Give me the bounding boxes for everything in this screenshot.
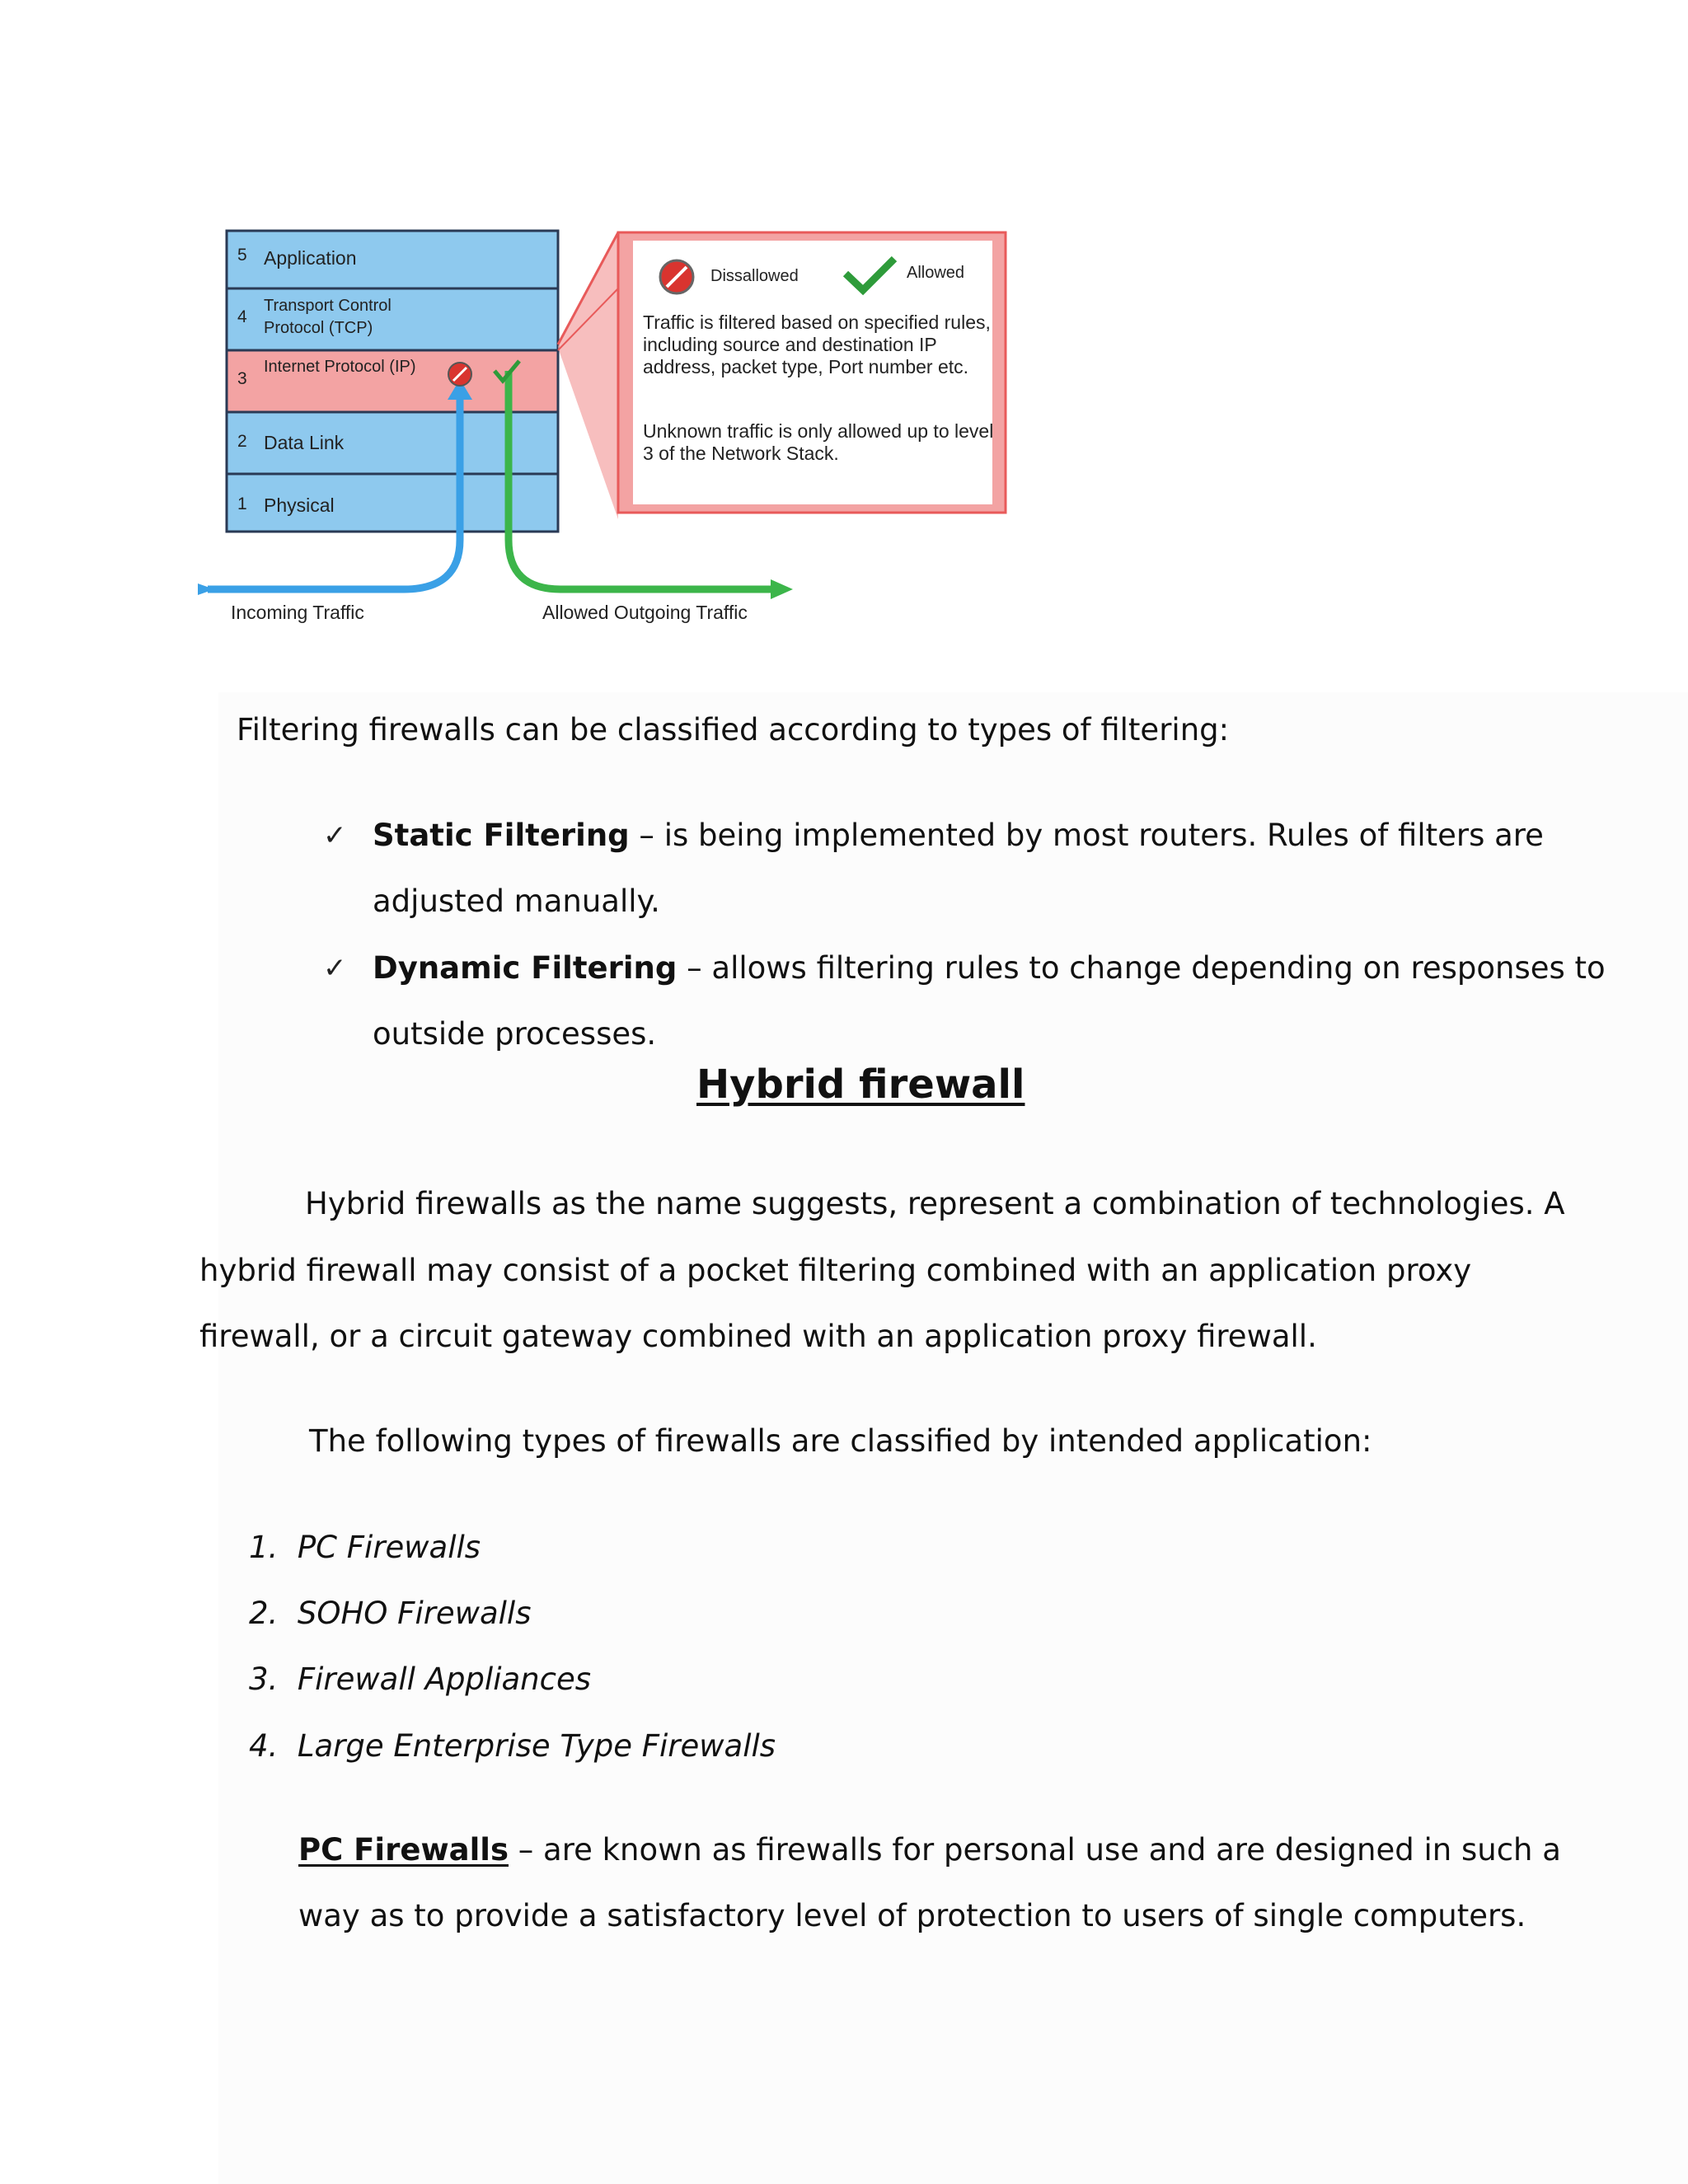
- callout-paragraph-1: Traffic is filtered based on specified rules, including source and destination IP address, packet type, Port number etc.: [643, 312, 991, 377]
- list-label: Firewall Appliances: [297, 1661, 591, 1697]
- check-icon: ✓: [323, 819, 347, 852]
- list-item: [249, 1596, 531, 1631]
- hybrid-paragraph-line-2: hybrid firewall may consist of a pocket filtering combined with an application proxy: [199, 1253, 1472, 1288]
- firewall-stack-diagram: [198, 223, 1022, 643]
- layer-4-number: 4: [237, 307, 247, 326]
- incoming-traffic-label: Incoming Traffic: [231, 602, 364, 623]
- pc-firewalls-line-2: way as to provide a satisfactory level of protection to users of single computers.: [298, 1898, 1526, 1933]
- layer-2-number: 2: [237, 432, 247, 451]
- dynamic-filtering-line-2: outside processes.: [373, 1016, 657, 1052]
- layer-1-number: 1: [237, 494, 247, 513]
- callout-connector: [558, 232, 618, 519]
- legend-allowed-label: Allowed: [907, 264, 965, 282]
- list-item: [249, 1530, 481, 1565]
- list-number: 4.: [249, 1728, 279, 1764]
- static-filtering-term: Static Filtering: [373, 818, 630, 853]
- check-icon: ✓: [323, 952, 347, 985]
- layer-3-number: 3: [237, 369, 247, 388]
- list-number: 1.: [249, 1530, 279, 1565]
- pc-firewalls-desc: – are known as firewalls for personal use and are designed in such a: [509, 1832, 1561, 1868]
- list-label: PC Firewalls: [297, 1530, 481, 1565]
- list-item: [249, 1661, 591, 1697]
- static-filtering-line-1: [373, 819, 1544, 852]
- pc-firewalls-term: PC Firewalls: [298, 1832, 509, 1868]
- list-item: [249, 1728, 776, 1764]
- pc-firewalls-line-1: [298, 1834, 1561, 1867]
- layer-3-label: Internet Protocol (IP): [264, 358, 416, 376]
- list-number: 2.: [249, 1596, 279, 1631]
- list-label: Large Enterprise Type Firewalls: [297, 1728, 776, 1764]
- dynamic-filtering-line-1: [373, 952, 1606, 985]
- hybrid-paragraph-line-1: Hybrid firewalls as the name suggests, represent a combination of technologies. A: [305, 1186, 1565, 1221]
- legend-disallowed-label: Dissallowed: [710, 267, 799, 285]
- layer-5-number: 5: [237, 246, 247, 265]
- layer-2-label: Data Link: [264, 432, 345, 453]
- section-heading-hybrid-firewall: Hybrid firewall: [696, 1062, 1025, 1108]
- list-label: SOHO Firewalls: [297, 1596, 532, 1631]
- static-filtering-line-2: adjusted manually.: [373, 883, 660, 919]
- list-number: 3.: [249, 1661, 279, 1697]
- layer-1-label: Physical: [264, 494, 335, 516]
- callout-paragraph-2: Unknown traffic is only allowed up to level 3 of the Network Stack.: [643, 420, 994, 464]
- static-filtering-desc: – is being implemented by most routers. Rules of filters are: [629, 818, 1544, 853]
- layer-4-label: Transport Control Protocol (TCP): [264, 297, 392, 337]
- types-intro: The following types of firewalls are classified by intended application:: [309, 1423, 1372, 1459]
- dynamic-filtering-term: Dynamic Filtering: [373, 950, 678, 986]
- hybrid-paragraph-line-3: firewall, or a circuit gateway combined with an application proxy firewall.: [199, 1319, 1317, 1354]
- layer-5-label: Application: [264, 247, 357, 269]
- filtering-intro: Filtering firewalls can be classified according to types of filtering:: [237, 712, 1230, 748]
- outgoing-traffic-label: Allowed Outgoing Traffic: [542, 602, 748, 623]
- dynamic-filtering-desc: – allows filtering rules to change depending on responses to: [677, 950, 1606, 986]
